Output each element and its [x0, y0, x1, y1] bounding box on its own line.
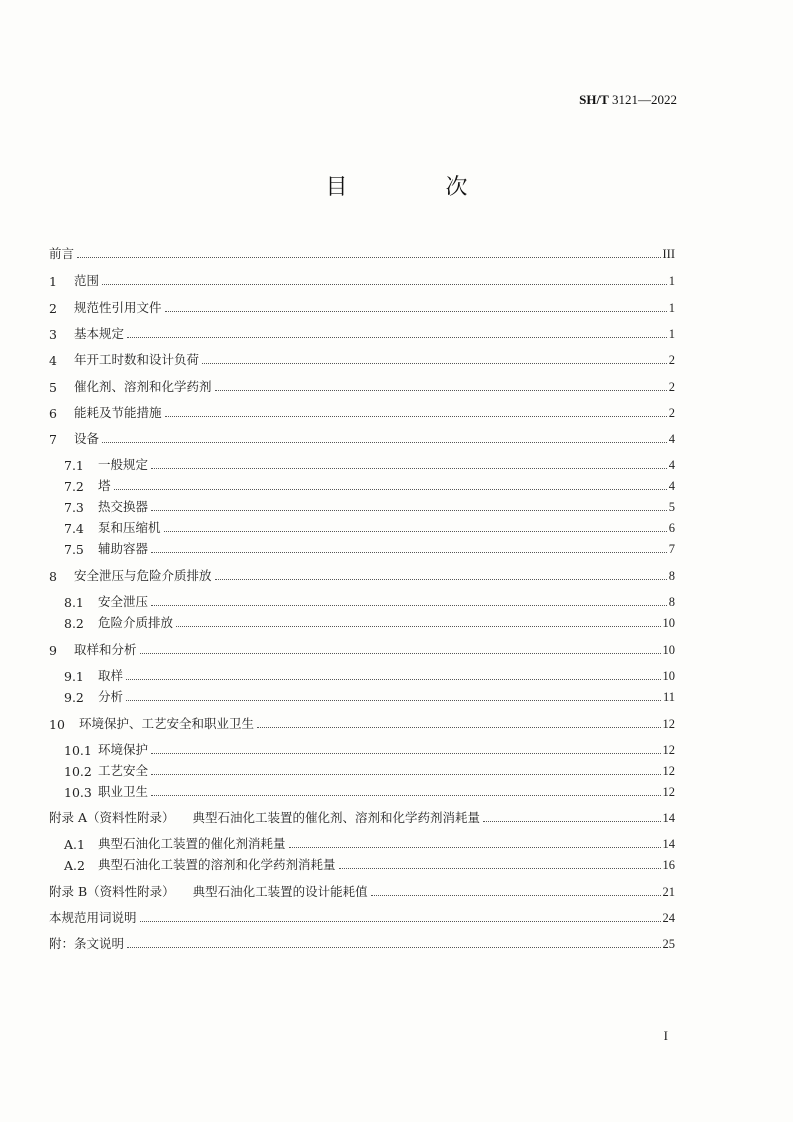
toc-entry-number: 2 — [49, 301, 57, 316]
toc-entry-page: 2 — [668, 380, 675, 394]
toc-entry-label: 危险介质排放 — [98, 615, 174, 630]
standard-prefix: SH/T — [579, 92, 609, 107]
toc-entry-label: 范围 — [74, 273, 100, 288]
toc-entry[interactable] — [49, 350, 675, 368]
toc-entry[interactable] — [49, 855, 675, 873]
toc-entry-label: 职业卫生 — [98, 784, 149, 799]
toc-entry-page: 10 — [662, 643, 675, 657]
toc-entry-label: 典型石油化工装置的催化剂消耗量 — [98, 836, 286, 851]
toc-entry[interactable] — [49, 377, 675, 395]
toc-entry-number: 7.3 — [64, 500, 84, 515]
toc-entry-number: 8.2 — [64, 616, 84, 631]
toc-entry-number: 3 — [49, 327, 57, 342]
toc-entry-label: 环境保护 — [98, 742, 149, 757]
toc-entry-number: 7.2 — [64, 479, 84, 494]
toc-entry[interactable] — [49, 592, 675, 610]
toc-entry[interactable] — [49, 882, 675, 900]
toc-entry[interactable] — [49, 908, 675, 926]
page-title: 目 次 — [325, 175, 506, 200]
toc-entry-label: 附：条文说明 — [49, 936, 125, 951]
toc-entry-label: 典型石油化工装置的设计能耗值 — [192, 884, 368, 899]
toc-entry[interactable] — [49, 271, 675, 289]
toc-entry-label: 泵和压缩机 — [98, 520, 161, 535]
toc-entry-page: 10 — [662, 669, 675, 683]
toc-entry-page: 2 — [668, 353, 675, 367]
toc-entry[interactable] — [49, 934, 675, 952]
standard-number: 3121—2022 — [612, 92, 677, 107]
dot-leader — [483, 820, 660, 822]
toc-entry[interactable] — [49, 298, 675, 316]
dot-leader — [151, 773, 660, 775]
dot-leader — [102, 283, 667, 285]
toc-entry-label: 安全泄压与危险介质排放 — [74, 568, 212, 583]
toc-entry-number: 附录 B（资料性附录） — [49, 884, 175, 899]
toc-entry-label: 热交换器 — [98, 499, 149, 514]
toc-entry-number: 6 — [49, 406, 57, 421]
toc-entry-label: 年开工时数和设计负荷 — [74, 352, 200, 367]
toc-entry-number: A.1 — [64, 837, 85, 852]
toc-entry-label: 设备 — [74, 431, 100, 446]
dot-leader — [140, 652, 661, 654]
dot-leader — [126, 699, 661, 701]
toc-entry[interactable] — [49, 403, 675, 421]
toc-entry[interactable] — [49, 782, 675, 800]
toc-entry-label: 安全泄压 — [98, 594, 149, 609]
toc-entry-number: A.2 — [64, 858, 85, 873]
toc-entry-page: 12 — [662, 743, 675, 757]
toc-entry-label: 典型石油化工装置的溶剂和化学药剂消耗量 — [98, 857, 336, 872]
toc-entry-label: 环境保护、工艺安全和职业卫生 — [79, 716, 255, 731]
toc-entry-label: 能耗及节能措施 — [74, 405, 162, 420]
toc-entry-page: 10 — [662, 616, 675, 630]
toc-entry-label: 工艺安全 — [98, 763, 149, 778]
dot-leader — [127, 336, 667, 338]
dot-leader — [151, 752, 660, 754]
toc-entry[interactable] — [49, 244, 675, 262]
toc-entry-label: 催化剂、溶剂和化学药剂 — [74, 379, 212, 394]
toc-entry[interactable] — [49, 761, 675, 779]
toc-entry-number: 10.1 — [64, 743, 92, 758]
toc-entry-number: 9.2 — [64, 690, 84, 705]
toc-entry[interactable] — [49, 476, 675, 494]
toc-entry-number: 9 — [49, 643, 57, 658]
toc-entry[interactable] — [49, 740, 675, 758]
toc-entry-page: 24 — [662, 911, 675, 925]
toc-entry-number: 1 — [49, 274, 57, 289]
toc-entry-label: 规范性引用文件 — [74, 300, 162, 315]
toc-entry-number: 10.2 — [64, 764, 92, 779]
toc-entry-page: 2 — [668, 406, 675, 420]
dot-leader — [151, 794, 660, 796]
toc-entry-page: 1 — [668, 274, 675, 288]
page-number: I — [663, 1028, 668, 1043]
toc-entry[interactable] — [49, 429, 675, 447]
toc-entry-number: 10.3 — [64, 785, 92, 800]
toc-entry-label: 分析 — [98, 689, 124, 704]
toc-entry[interactable] — [49, 613, 675, 631]
toc-entry-number: 9.1 — [64, 669, 84, 684]
toc-entry-page: 25 — [662, 937, 675, 951]
toc-entry-label: 基本规定 — [74, 326, 125, 341]
toc-entry[interactable] — [49, 808, 675, 826]
toc-entry-label: 取样 — [98, 668, 124, 683]
toc-entry-page: 12 — [662, 717, 675, 731]
toc-entry-number: 附录 A（资料性附录） — [49, 810, 175, 825]
dot-leader — [140, 920, 661, 922]
toc-entry-page: 12 — [662, 785, 675, 799]
toc-entry-number: 7.4 — [64, 521, 84, 536]
toc-entry-number: 5 — [49, 380, 57, 395]
toc-entry-page: 4 — [668, 479, 675, 493]
toc-entry-page: 21 — [662, 885, 675, 899]
toc-entry-label: 塔 — [98, 478, 111, 493]
toc-entry-page: 4 — [668, 432, 675, 446]
dot-leader — [165, 310, 667, 312]
toc-entry-number: 7.5 — [64, 542, 84, 557]
dot-leader — [151, 467, 667, 469]
dot-leader — [257, 726, 660, 728]
dot-leader — [151, 509, 667, 511]
dot-leader — [339, 867, 661, 869]
dot-leader — [151, 604, 667, 606]
toc-entry-page: 14 — [662, 811, 675, 825]
dot-leader — [289, 846, 661, 848]
toc-entry[interactable] — [49, 834, 675, 852]
dot-leader — [102, 441, 667, 443]
dot-leader — [202, 362, 667, 364]
toc-entry-page: 1 — [668, 327, 675, 341]
dot-leader — [165, 415, 667, 417]
standard-code — [579, 92, 677, 108]
dot-leader — [114, 488, 667, 490]
toc-entry-label: 取样和分析 — [74, 642, 137, 657]
toc-entry-page: 12 — [662, 764, 675, 778]
toc-entry[interactable] — [49, 566, 675, 584]
dot-leader — [151, 551, 667, 553]
toc-entry-label: 本规范用词说明 — [49, 910, 137, 925]
toc-entry-page: 11 — [662, 690, 675, 704]
toc-entry[interactable] — [49, 640, 675, 658]
toc-entry-page: III — [662, 247, 675, 261]
toc-entry[interactable] — [49, 455, 675, 473]
toc-entry[interactable] — [49, 714, 675, 732]
toc-entry-number: 7 — [49, 432, 57, 447]
toc-entry[interactable] — [49, 666, 675, 684]
dot-leader — [164, 530, 667, 532]
dot-leader — [176, 625, 660, 627]
toc-entry-page: 16 — [662, 858, 675, 872]
toc-entry-page: 8 — [668, 595, 675, 609]
dot-leader — [126, 678, 660, 680]
toc-entry[interactable] — [49, 324, 675, 342]
dot-leader — [215, 578, 667, 580]
toc-entry-page: 1 — [668, 301, 675, 315]
dot-leader — [371, 894, 661, 896]
toc-entry-page: 8 — [668, 569, 675, 583]
toc-entry-number: 8.1 — [64, 595, 84, 610]
toc-entry-label: 辅助容器 — [98, 541, 149, 556]
toc-entry-page: 5 — [668, 500, 675, 514]
dot-leader — [215, 389, 667, 391]
toc-entry-page: 6 — [668, 521, 675, 535]
toc-entry[interactable] — [49, 539, 675, 557]
toc-entry[interactable] — [49, 687, 675, 705]
toc-entry-label: 典型石油化工装置的催化剂、溶剂和化学药剂消耗量 — [192, 810, 481, 825]
toc-entry-number: 10 — [49, 717, 65, 732]
toc-entry-label: 前言 — [49, 246, 75, 261]
toc-entry-page: 14 — [662, 837, 675, 851]
toc-entry-page: 4 — [668, 458, 675, 472]
toc-entry-number: 4 — [49, 353, 57, 368]
toc-entry-page: 7 — [668, 542, 675, 556]
toc-entry-number: 7.1 — [64, 458, 84, 473]
dot-leader — [127, 946, 660, 948]
toc-entry-label: 一般规定 — [98, 457, 149, 472]
toc-entry[interactable] — [49, 497, 675, 515]
dot-leader — [77, 256, 660, 258]
toc-entry[interactable] — [49, 518, 675, 536]
toc-entry-number: 8 — [49, 569, 57, 584]
